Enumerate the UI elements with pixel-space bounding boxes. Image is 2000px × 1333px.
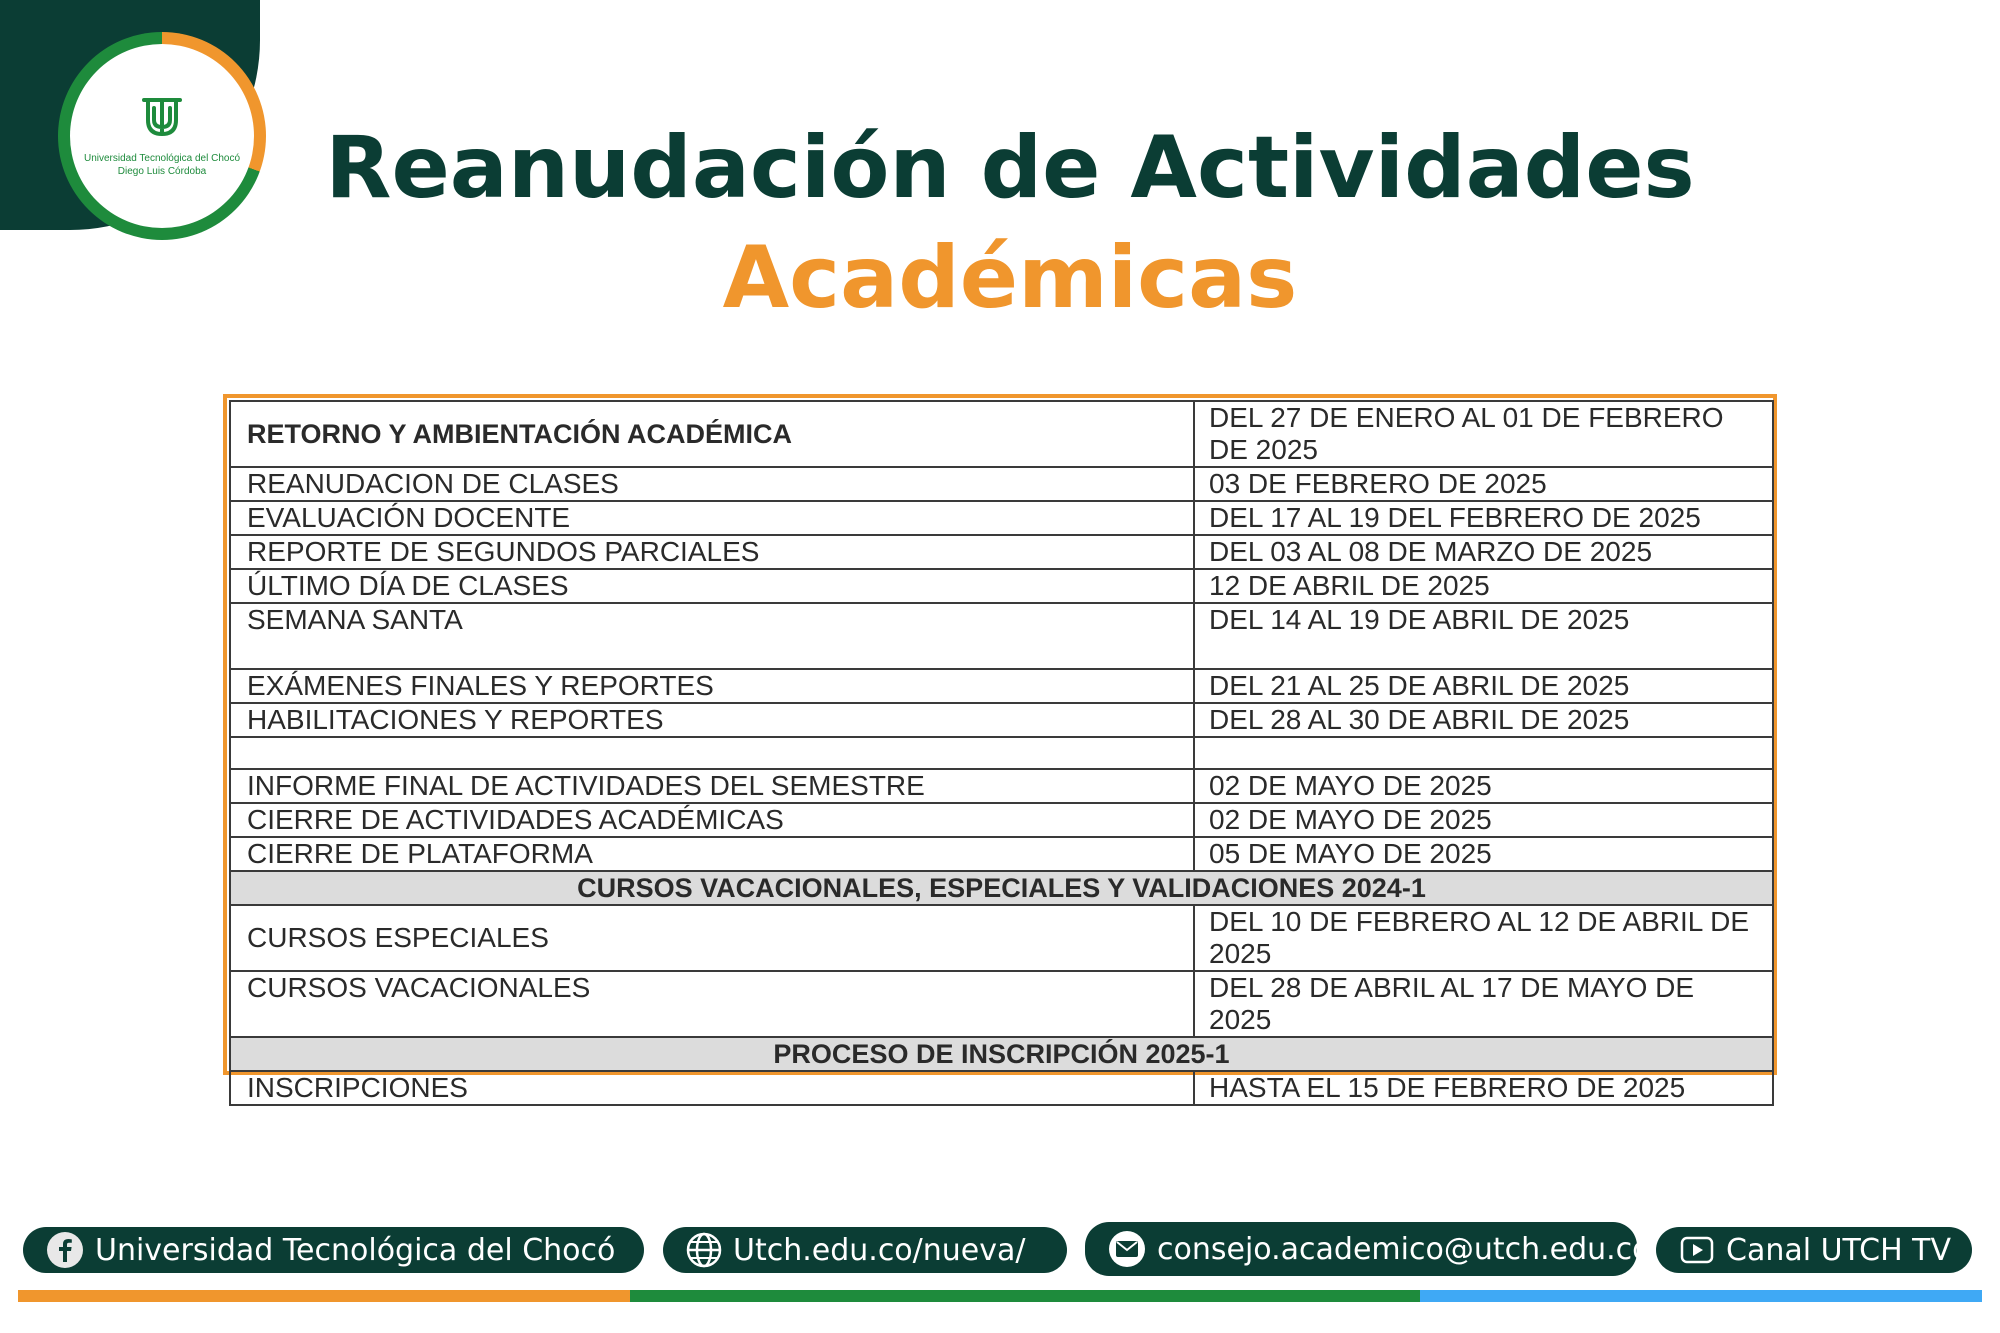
facebook-icon	[45, 1230, 85, 1270]
date-cell: DEL 14 AL 19 DE ABRIL DE 2025	[1194, 603, 1773, 669]
table-row	[230, 769, 1773, 803]
activity-cell: ÚLTIMO DÍA DE CLASES	[230, 569, 1194, 603]
table-row	[230, 703, 1773, 737]
youtube-label: Canal UTCH TV	[1726, 1232, 1952, 1268]
date-cell: DEL 28 AL 30 DE ABRIL DE 2025	[1194, 703, 1773, 737]
date-cell: HASTA EL 15 DE FEBRERO DE 2025	[1194, 1071, 1773, 1105]
logo-subtitle: Diego Luis Córdoba	[117, 166, 207, 177]
empty-cell	[1194, 737, 1773, 769]
youtube-icon	[1678, 1231, 1716, 1269]
empty-cell	[230, 737, 1194, 769]
table-row	[230, 535, 1773, 569]
empty-row	[230, 737, 1773, 769]
table-row	[230, 971, 1773, 1037]
table-row	[230, 837, 1773, 871]
activity-cell: CURSOS VACACIONALES	[230, 971, 1194, 1037]
activity-cell: SEMANA SANTA	[230, 603, 1194, 669]
section-row	[230, 871, 1773, 905]
schedule-table	[229, 400, 1774, 1106]
date-cell: DEL 10 DE FEBRERO AL 12 DE ABRIL DE 2025	[1194, 905, 1773, 971]
email-link[interactable]	[1085, 1222, 1651, 1276]
date-cell: 12 DE ABRIL DE 2025	[1194, 569, 1773, 603]
table-row	[230, 1071, 1773, 1105]
activity-cell: INSCRIPCIONES	[230, 1071, 1194, 1105]
date-cell: DEL 03 AL 08 DE MARZO DE 2025	[1194, 535, 1773, 569]
date-cell: 02 DE MAYO DE 2025	[1194, 769, 1773, 803]
activity-cell: EXÁMENES FINALES Y REPORTES	[230, 669, 1194, 703]
date-cell: DEL 27 DE ENERO AL 01 DE FEBRERO DE 2025	[1194, 401, 1773, 467]
logo-university-name: Universidad Tecnológica del Chocó	[83, 153, 241, 164]
table-row	[230, 501, 1773, 535]
email-label: consejo.academico@utch.edu.co	[1157, 1231, 1651, 1267]
globe-icon	[685, 1231, 723, 1269]
page-title: Reanudación de Actividades	[325, 118, 1695, 218]
activity-cell: CIERRE DE PLATAFORMA	[230, 837, 1194, 871]
activity-cell: INFORME FINAL DE ACTIVIDADES DEL SEMESTRE	[230, 769, 1194, 803]
date-cell: 02 DE MAYO DE 2025	[1194, 803, 1773, 837]
date-cell: DEL 17 AL 19 DEL FEBRERO DE 2025	[1194, 501, 1773, 535]
email-icon	[1107, 1229, 1147, 1269]
footer-stripe-green	[630, 1290, 1420, 1302]
page-subtitle: Académicas	[722, 228, 1298, 328]
section-header: CURSOS VACACIONALES, ESPECIALES Y VALIDACIONES 2024-1	[230, 871, 1773, 905]
website-link[interactable]	[663, 1227, 1067, 1273]
activity-cell: REANUDACION DE CLASES	[230, 467, 1194, 501]
table-row	[230, 905, 1773, 971]
table-row	[230, 669, 1773, 703]
website-label: Utch.edu.co/nueva/	[733, 1232, 1026, 1268]
youtube-link[interactable]	[1656, 1227, 1972, 1273]
facebook-label: Universidad Tecnológica del Chocó	[95, 1232, 616, 1268]
table-row	[230, 803, 1773, 837]
date-cell: 03 DE FEBRERO DE 2025	[1194, 467, 1773, 501]
date-cell: 05 DE MAYO DE 2025	[1194, 837, 1773, 871]
activity-cell: EVALUACIÓN DOCENTE	[230, 501, 1194, 535]
footer-stripe-blue	[1420, 1290, 1982, 1302]
footer-stripe-orange	[18, 1290, 630, 1302]
activity-cell: RETORNO Y AMBIENTACIÓN ACADÉMICA	[230, 401, 1194, 467]
section-header: PROCESO DE INSCRIPCIÓN 2025-1	[230, 1037, 1773, 1071]
table-row	[230, 467, 1773, 501]
date-cell: DEL 21 AL 25 DE ABRIL DE 2025	[1194, 669, 1773, 703]
table-row	[230, 401, 1773, 467]
section-row	[230, 1037, 1773, 1071]
activity-cell: CIERRE DE ACTIVIDADES ACADÉMICAS	[230, 803, 1194, 837]
activity-cell: REPORTE DE SEGUNDOS PARCIALES	[230, 535, 1194, 569]
activity-cell: CURSOS ESPECIALES	[230, 905, 1194, 971]
schedule-table-frame	[223, 394, 1777, 1103]
facebook-link[interactable]	[23, 1227, 644, 1273]
date-cell: DEL 28 DE ABRIL AL 17 DE MAYO DE 2025	[1194, 971, 1773, 1037]
table-row	[230, 569, 1773, 603]
table-row	[230, 603, 1773, 669]
activity-cell: HABILITACIONES Y REPORTES	[230, 703, 1194, 737]
